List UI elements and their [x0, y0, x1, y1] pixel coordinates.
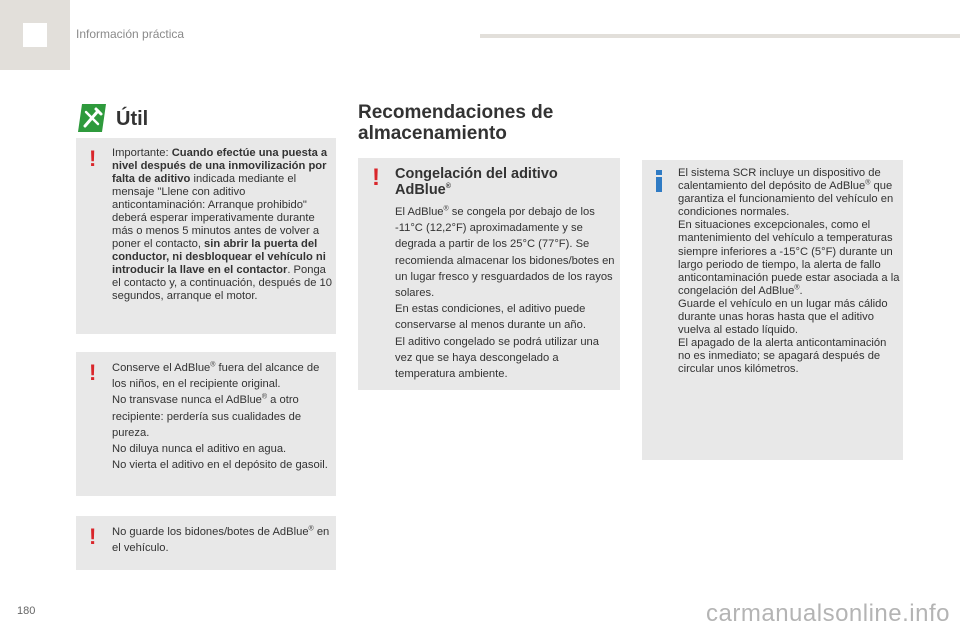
util-heading: Útil — [116, 108, 149, 130]
freezing-warning-box — [358, 158, 620, 390]
scr-info-box — [642, 160, 903, 460]
exclamation-icon: ! — [372, 164, 380, 191]
freezing-text: El AdBlue® se congela por debajo de los -11°C (12,2°F) aproximadamente y se degrada a partir de los 25°C (77°F). Se recomienda almacenar los bidones/botes en un lugar fresco y resguardados de los rayos solares. En estas condiciones, el aditivo puede conservarse al menos durante un año. El aditivo congelado se podrá utilizar una vez que se haya descongelado a temperatura ambiente. — [395, 205, 615, 381]
section-title: Información práctica — [76, 27, 185, 41]
scr-info-text: El sistema SCR incluye un dispositivo de calentamiento del depósito de AdBlue® que garantiza el funcionamiento del vehículo en condiciones normales. En situaciones excepcionales, como el mantenimiento del vehículo a temperaturas siempre inferiores a -15°C (5°F) durante un largo periodo de tiempo, la alerta de fallo anticontaminación puede estar asociada a la congelación del AdBlue®. Guarde el vehículo en un lugar más cálido durante unas horas hasta que el aditivo vuelva al estado líquido. El apagado de la alerta anticontaminación no es inmediato; se apagará después de circular unos kilómetros. — [678, 167, 900, 376]
vehicle-storage-warning-box — [76, 516, 336, 570]
wrench-screwdriver-icon — [76, 102, 108, 134]
page-number: 180 — [17, 605, 36, 617]
important-warning-box — [76, 138, 336, 334]
important-warning-text: Importante: Cuando efectúe una puesta a nivel después de una inmovilización por falta de aditivo indicada mediante el mensaje "Llene con aditivo anticontaminación: Arranque prohibido" deberá esperar imperativamente durante más o menos 5 minutos antes de volver a poner el contacto, sin abrir la puerta del conductor, ni desbloquear el vehículo ni introducir la llave en el contactor. Ponga el contacto y, a continuación, después de 10 segundos, arranque el motor. — [112, 147, 332, 302]
storage-warning-text: Conserve el AdBlue® fuera del alcance de los niños, en el recipiente original. No transvase nunca el AdBlue® a otro recipiente: perdería sus cualidades de pureza. No diluya nunca el aditivo en agua. No vierta el aditivo en el depósito de gasoil. — [112, 361, 328, 472]
header-block — [0, 0, 70, 70]
freezing-subheading: Congelación del aditivo AdBlue® — [395, 166, 558, 198]
vehicle-storage-warning-text: No guarde los bidones/botes de AdBlue® en el vehículo. — [112, 525, 330, 555]
watermark: carmanualsonline.info — [706, 600, 950, 627]
info-icon — [656, 170, 662, 192]
recomendaciones-heading: Recomendaciones de almacenamiento — [358, 102, 554, 144]
exclamation-icon: ! — [89, 146, 97, 171]
header-square — [23, 23, 47, 47]
storage-warning-box — [76, 352, 336, 496]
exclamation-icon: ! — [89, 360, 97, 385]
header-rule — [480, 34, 960, 38]
exclamation-icon: ! — [89, 524, 97, 549]
